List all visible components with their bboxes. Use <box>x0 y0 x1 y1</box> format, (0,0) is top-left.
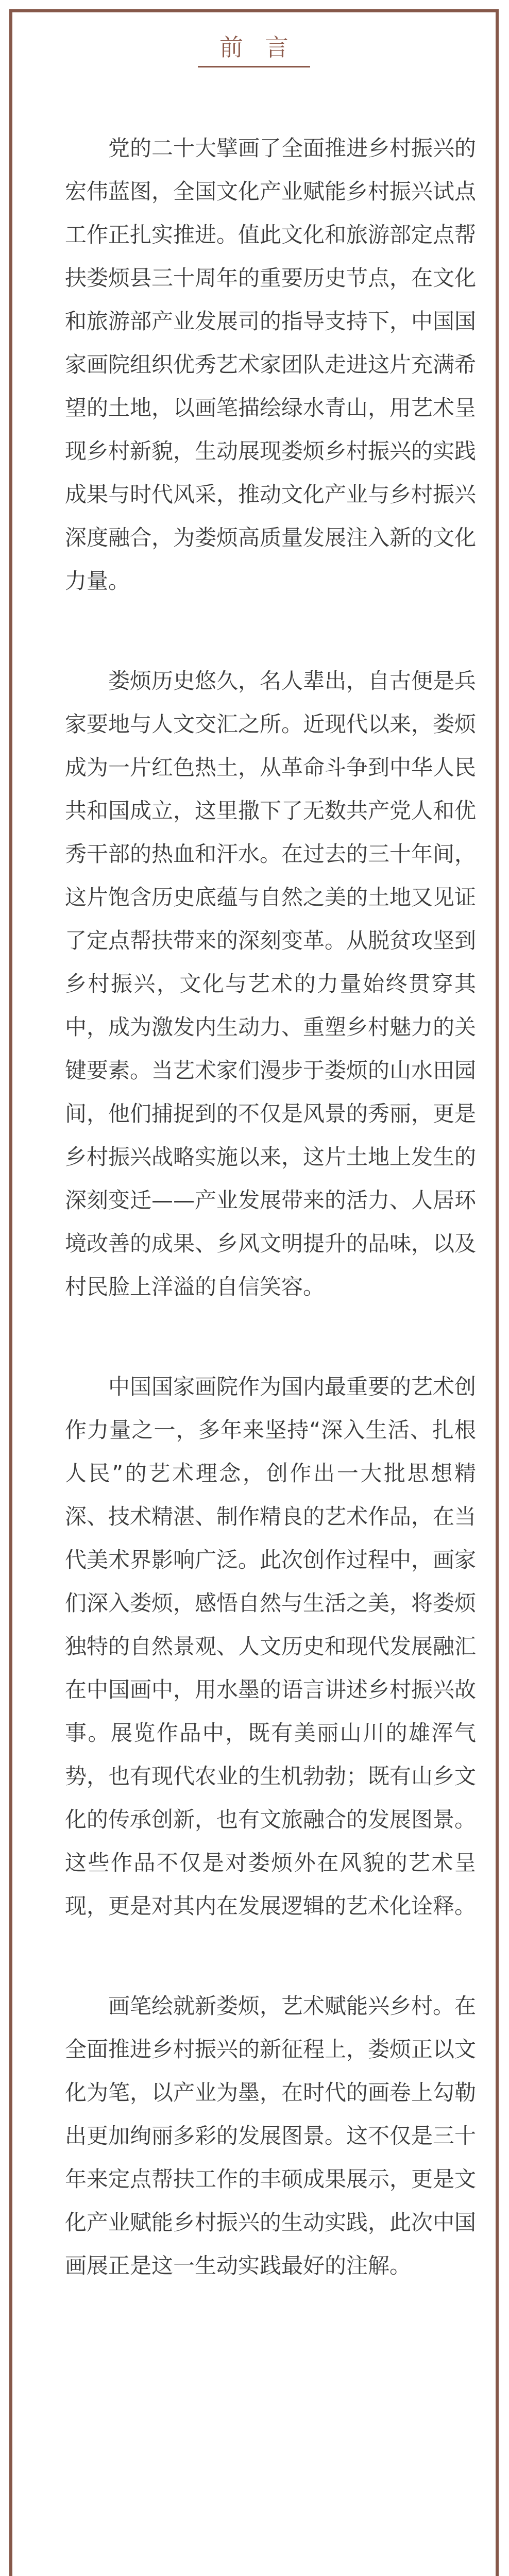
paragraph: 画笔绘就新娄烦，艺术赋能兴乡村。在全面推进乡村振兴的新征程上，娄烦正以文化为笔，以产业为墨，在时代的画卷上勾勒出更加绚丽多彩的发展图景。这不仅是三十年来定点帮扶工作的丰硕成果展示，更是文化产业赋能乡村振兴的生动实践，此次中国画展正是这一生动实践最好的注解。 <box>65 1993 477 2278</box>
paragraph: 娄烦历史悠久，名人辈出，自古便是兵家要地与人文交汇之所。近现代以来，娄烦成为一片红色热土，从革命斗争到中华人民共和国成立，这里撒下了无数共产党人和优秀干部的热血和汗水。在过去的三十年间，这片饱含历史底蕴与自然之美的土地又见证了定点帮扶带来的深刻变革。从脱贫攻坚到乡村振兴，文化与艺术的力量始终贯穿其中，成为激发内生动力、重塑乡村魅力的关键要素。当艺术家们漫步于娄烦的山水田园间，他们捕捉到的不仅是风景的秀丽，更是乡村振兴战略实施以来，这片土地上发生的深刻变迁——产业发展带来的活力、人居环境改善的成果、乡风文明提升的品味，以及村民脸上洋溢的自信笑容。 <box>65 668 477 1299</box>
preface-body <box>65 127 476 2344</box>
paragraph: 中国国家画院作为国内最重要的艺术创作力量之一，多年来坚持“深入生活、扎根人民”的艺术理念，创作出一大批思想精深、技术精湛、制作精良的艺术作品，在当代美术界影响广泛。此次创作过程中，画家们深入娄烦，感悟自然与生活之美，将娄烦独特的自然景观、人文历史和现代发展融汇在中国画中，用水墨的语言讲述乡村振兴故事。展览作品中，既有美丽山川的雄浑气势，也有现代农业的生机勃勃；既有山乡文化的传承创新，也有文旅融合的发展图景。这些作品不仅是对娄烦外在风貌的艺术呈现，更是对其内在发展逻辑的艺术化诠释。 <box>65 1374 477 1919</box>
page-title: 前言 <box>198 29 310 67</box>
title-area <box>12 29 496 67</box>
page-frame <box>9 9 499 2576</box>
paragraph: 党的二十大擘画了全面推进乡村振兴的宏伟蓝图，全国文化产业赋能乡村振兴试点工作正扎实推进。值此文化和旅游部定点帮扶娄烦县三十周年的重要历史节点，在文化和旅游部产业发展司的指导支持下，中国国家画院组织优秀艺术家团队走进这片充满希望的土地，以画笔描绘绿水青山，用艺术呈现乡村新貌，生动展现娄烦乡村振兴的实践成果与时代风采，推动文化产业与乡村振兴深度融合，为娄烦高质量发展注入新的文化力量。 <box>65 135 477 594</box>
